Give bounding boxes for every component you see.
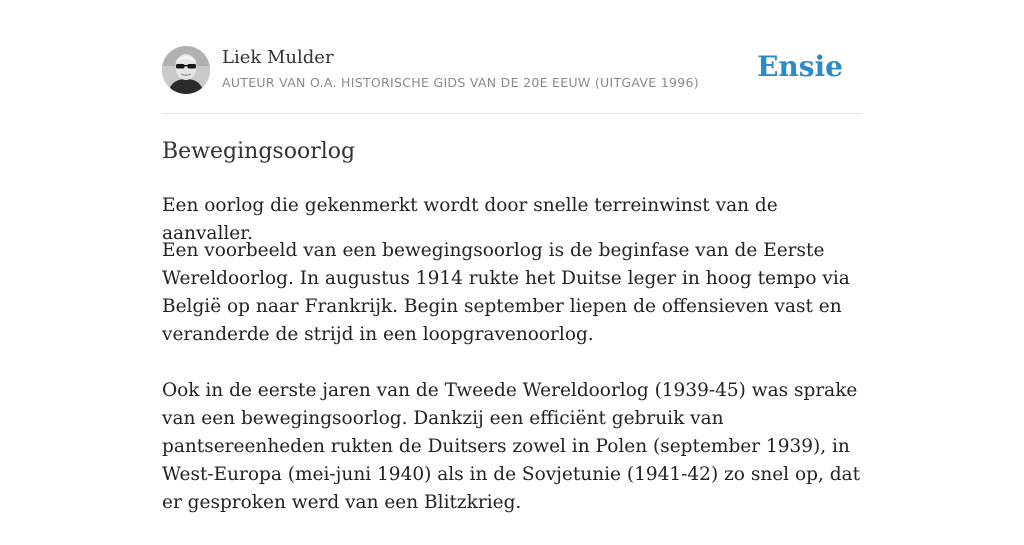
ensie-logo[interactable]: Ensie <box>757 50 843 83</box>
entry-paragraph: Ook in de eerste jaren van de Tweede Wereldoorlog (1939-45) was sprake van een bewegingsoorlog. Dankzij een efficiënt gebruik van pantsereenheden rukten de Duitsers zowel in Polen (september 1939), in West-Europa (mei-juni 1940) als in de Sovjetunie (1941-42) zo snel op, dat er gesproken werd van een Blitzkrieg. <box>162 380 861 513</box>
header-divider <box>162 113 862 114</box>
author-name[interactable]: Liek Mulder <box>222 47 334 68</box>
entry-title: Bewegingsoorlog <box>162 139 356 164</box>
entry-definition: Een oorlog die gekenmerkt wordt door snelle terreinwinst van de aanvaller. <box>162 195 778 244</box>
author-avatar[interactable] <box>162 46 210 94</box>
author-portrait-icon <box>162 46 210 94</box>
entry-paragraph: Een voorbeeld van een bewegingsoorlog is de beginfase van de Eerste Wereldoorlog. In augustus 1914 rukte het Duitse leger in hoog tempo via België op naar Frankrijk. Begin september liepen de offensieven vast en veranderde de strijd in een loopgravenoorlog. <box>162 240 850 345</box>
entry-body <box>162 237 862 545</box>
author-subtitle: AUTEUR VAN O.A. HISTORISCHE GIDS VAN DE 20E EEUW (UITGAVE 1996) <box>222 75 699 90</box>
author-header <box>162 46 862 96</box>
